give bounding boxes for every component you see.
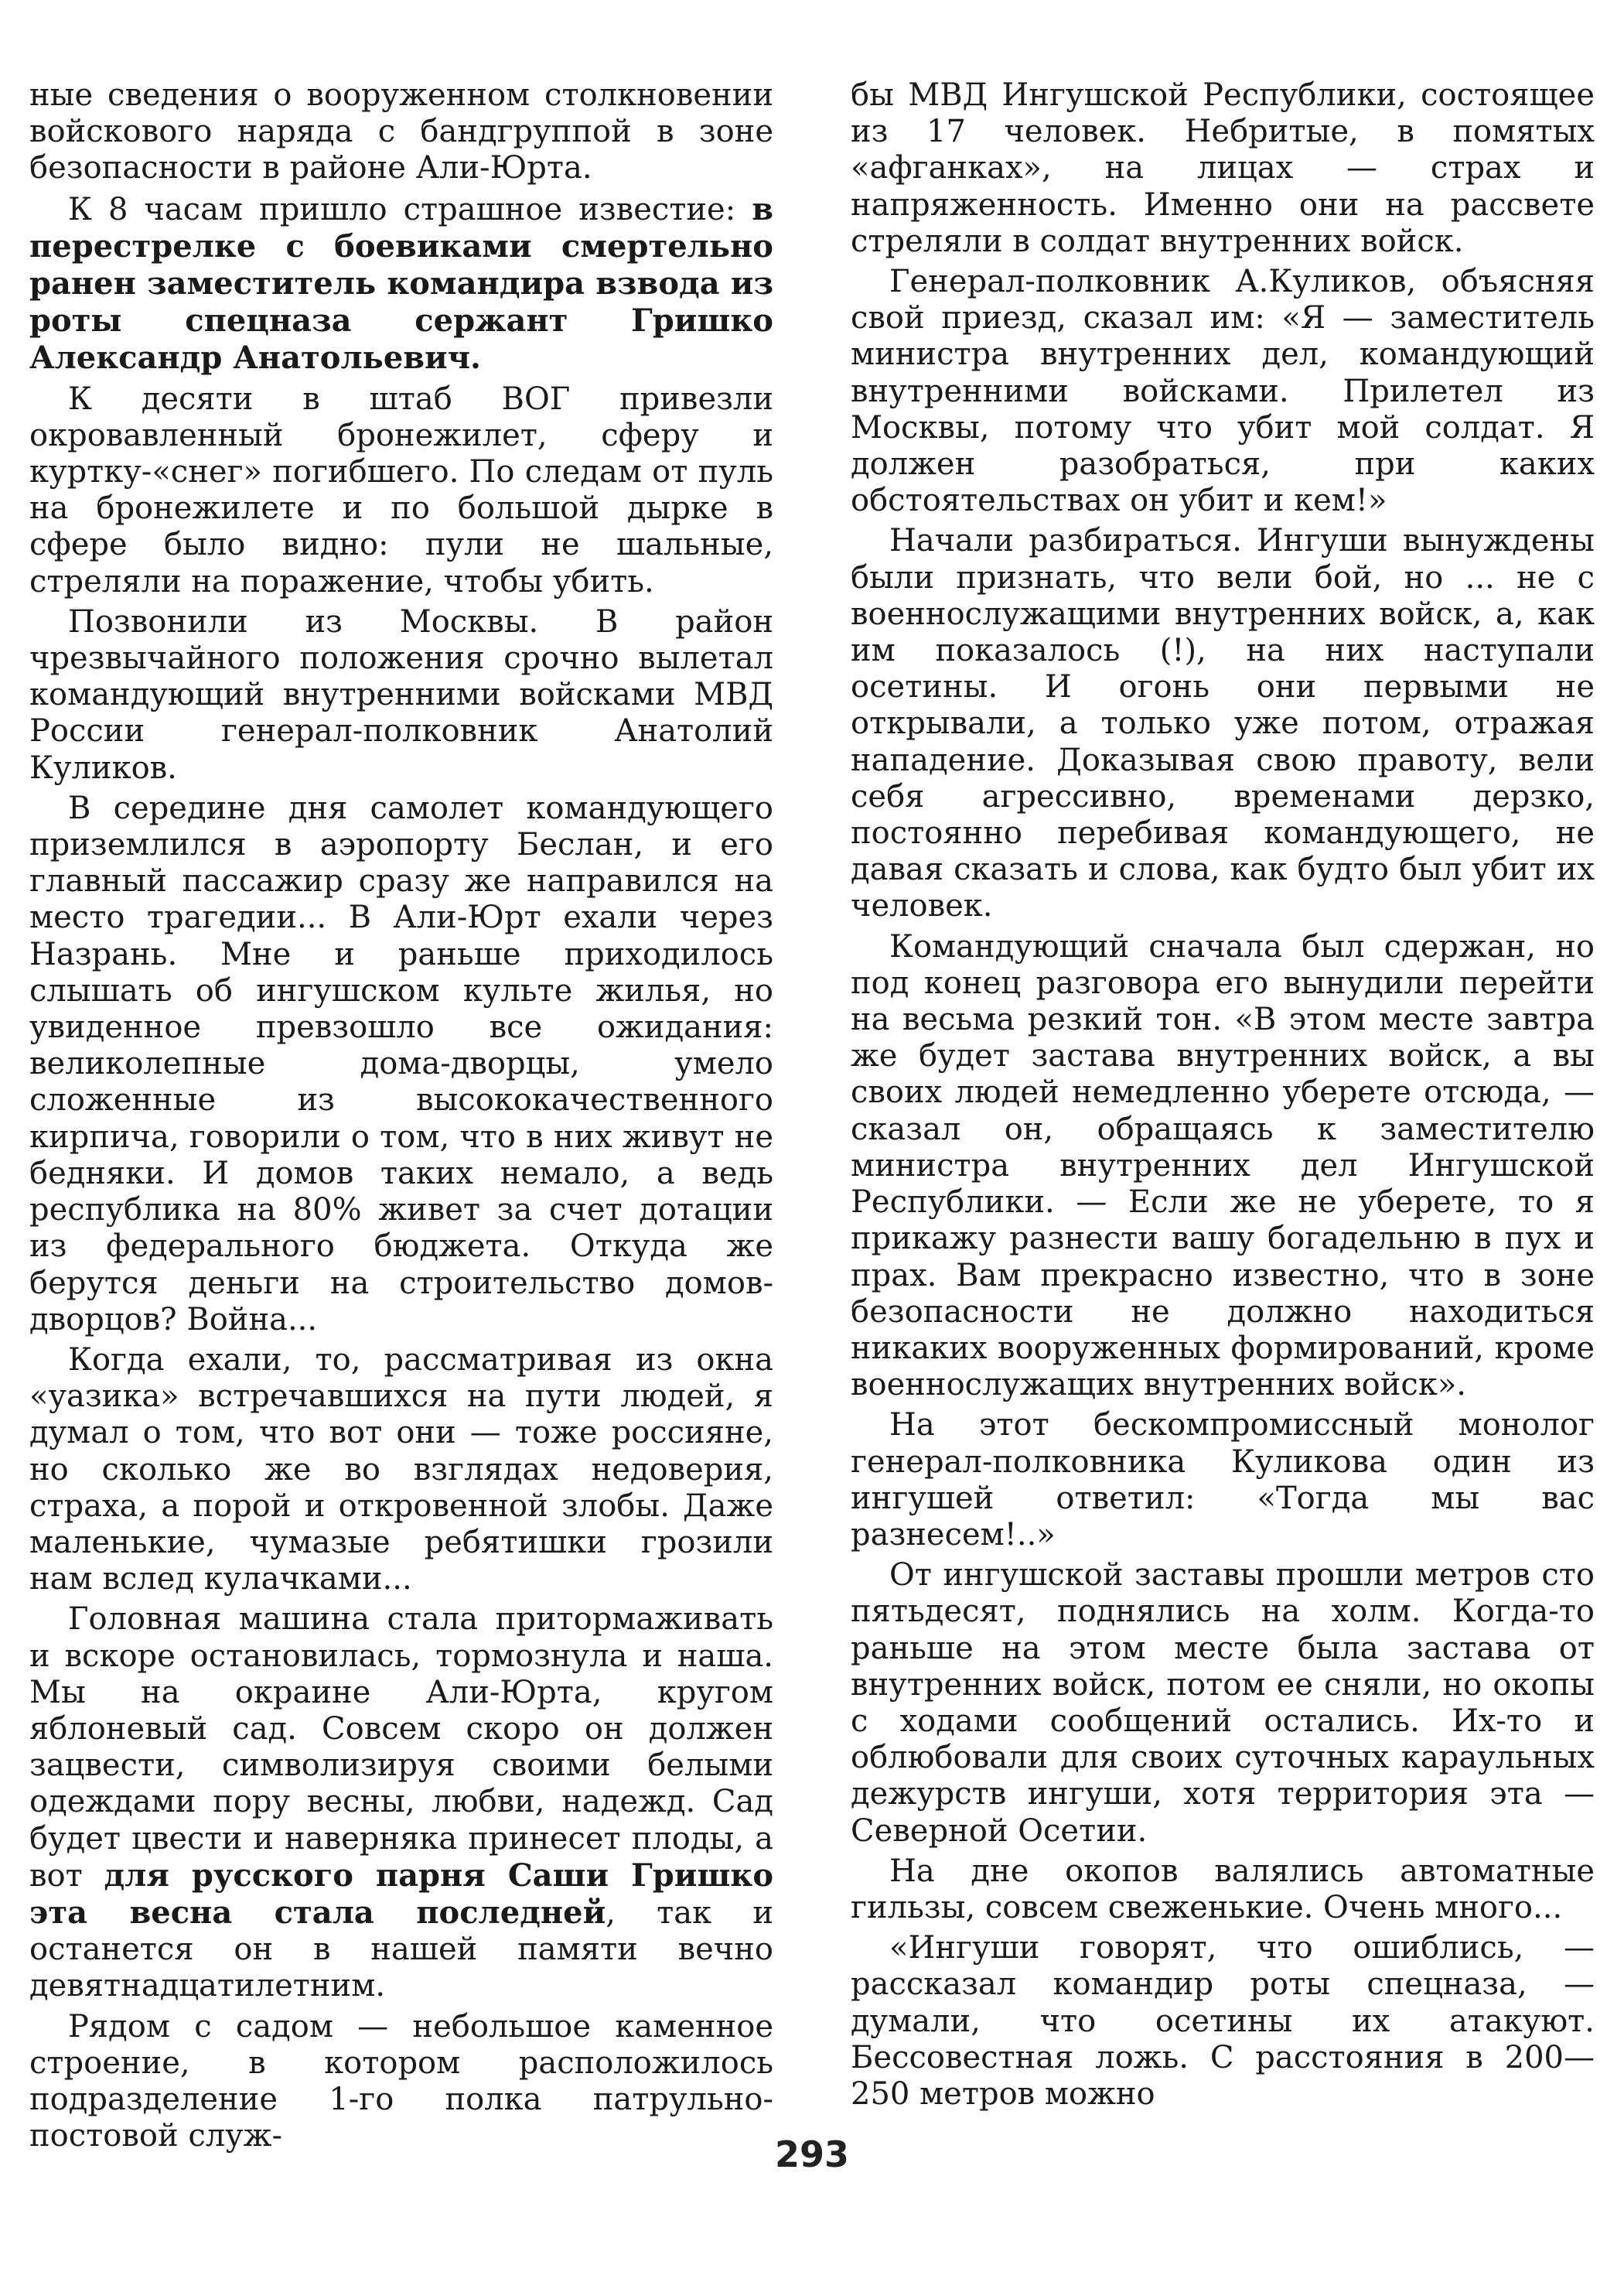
paragraph: Головная машина стала притормаживать и вскоре остановилась, тормознула и наша. Мы на окраине Али-Юрта, кругом яблоневый сад. Совсем скоро он должен зацвести, символизируя своими белыми одеждами пору весны, любви, надежд. Сад будет цвести и наверняка принесет плоды, а вот для русского парня Саши Гришко эта весна стала последней, так и останется он в нашей памяти вечно девятнадцатилетним. xyxy=(29,1601,774,2004)
bold-text: в перестрелке с боевиками смертельно ранен заместитель командира взвода из роты спецназа сержант Гришко Александр Анатольевич. xyxy=(29,190,773,377)
page-number: 293 xyxy=(774,2133,850,2175)
paragraph: Начали разбираться. Ингуши вынуждены были признать, что вели бой, но ... не с военнослужащими внутренних войск, а, как им показалось (!), на них наступали осетины. И огонь они первыми не открывали, а только уже потом, отражая нападение. Доказывая свою правоту, вели себя агрессивно, временами дерзко, постоянно перебивая командующего, не давая сказать и слова, как будто был убит их человек. xyxy=(851,523,1595,924)
paragraph: На дне окопов валялись автоматные гильзы, совсем свеженькие. Очень много... xyxy=(851,1853,1595,1925)
paragraph: К десяти в штаб ВОГ привезли окровавленный бронежилет, сферу и куртку-«снег» погибшего. По следам от пуль на бронежилете и по большой дырке в сфере было видно: пули не шальные, стреляли на поражение, чтобы убить. xyxy=(29,381,773,600)
paragraph: Когда ехали, то, рассматривая из окна «уазика» встречавшихся на пути людей, я думал о том, что вот они — тоже россияне, но сколько же во взглядах недоверия, страха, а порой и откровенной злобы. Даже маленькие, чумазые ребятишки грозили нам вслед кулачками... xyxy=(29,1341,773,1597)
paragraph: На этот бескомпромиссный монолог генерал-полковника Куликова один из ингушей ответил: «Тогда мы вас разнесем!..» xyxy=(851,1407,1595,1553)
paragraph: Позвонили из Москвы. В район чрезвычайного положения срочно вылетал командующий внутренними войсками МВД России генерал-полковник Анатолий Куликов. xyxy=(29,603,773,786)
paragraph: К 8 часам пришло страшное известие: в перестрелке с боевиками смертельно ранен заместитель командира взвода из роты спецназа сержант Гришко Александр Анатольевич. xyxy=(29,190,773,377)
paragraph: «Ингуши говорят, что ошиблись, — рассказал командир роты спецназа, — думали, что осетины их атакуют. Бессовестная ложь. С расстояния в 200—250 метров можно xyxy=(851,1930,1595,2112)
paragraph: бы МВД Ингушской Республики, состоящее из 17 человек. Небритые, в помятых «афганках», на лицах — страх и напряженность. Именно они на рассвете стреляли в солдат внутренних войск. xyxy=(851,77,1595,259)
right-column xyxy=(851,77,1595,2116)
paragraph: Командующий сначала был сдержан, но под конец разговора его вынудили перейти на весьма резкий тон. «В этом месте завтра же будет застава внутренних войск, а вы своих людей немедленно уберете отсюда, — сказал он, обращаясь к заместителю министра внутренних дел Ингушской Республики. — Если же не уберете, то я прикажу разнести вашу богадельню в пух и прах. Вам прекрасно известно, что в зоне безопасности не должно находиться никаких вооруженных формирований, кроме военнослужащих внутренних войск». xyxy=(851,928,1595,1403)
left-column xyxy=(29,77,773,2158)
paragraph: ные сведения о вооруженном столкновении войскового наряда с бандгруппой в зоне безопасности в районе Али-Юрта. xyxy=(29,77,773,186)
paragraph: Рядом с садом — небольшое каменное строение, в котором расположилось подразделение 1-го полка патрульно-постовой служ- xyxy=(29,2008,773,2154)
bold-text: для русского парня Саши Гришко эта весна стала последней xyxy=(29,1857,773,1931)
paragraph: От ингушской заставы прошли метров сто пятьдесят, поднялись на холм. Когда-то раньше на этом месте была застава от внутренних войск, потом ее сняли, но окопы с ходами сообщений остались. Их-то и облюбовали для своих суточных караульных дежурств ингуши, хотя территория эта — Северной Осетии. xyxy=(851,1557,1595,1849)
paragraph: В середине дня самолет командующего приземлился в аэропорту Беслан, и его главный пассажир сразу же направился на место трагедии... В Али-Юрт ехали через Назрань. Мне и раньше приходилось слышать об ингушском культе жилья, но увиденное превзошло все ожидания: великолепные дома-дворцы, умело сложенные из высококачественного кирпича, говорили о том, что в них живут не бедняки. И домов таких немало, а ведь республика на 80% живет за счет дотации из федерального бюджета. Откуда же берутся деньги на строительство домов-дворцов? Война... xyxy=(29,790,773,1337)
paragraph: Генерал-полковник А.Куликов, объясняя свой приезд, сказал им: «Я — заместитель министра внутренних дел, командующий внутренними войсками. Прилетел из Москвы, потому что убит мой солдат. Я должен разобраться, при каких обстоятельствах он убит и кем!» xyxy=(851,264,1595,519)
